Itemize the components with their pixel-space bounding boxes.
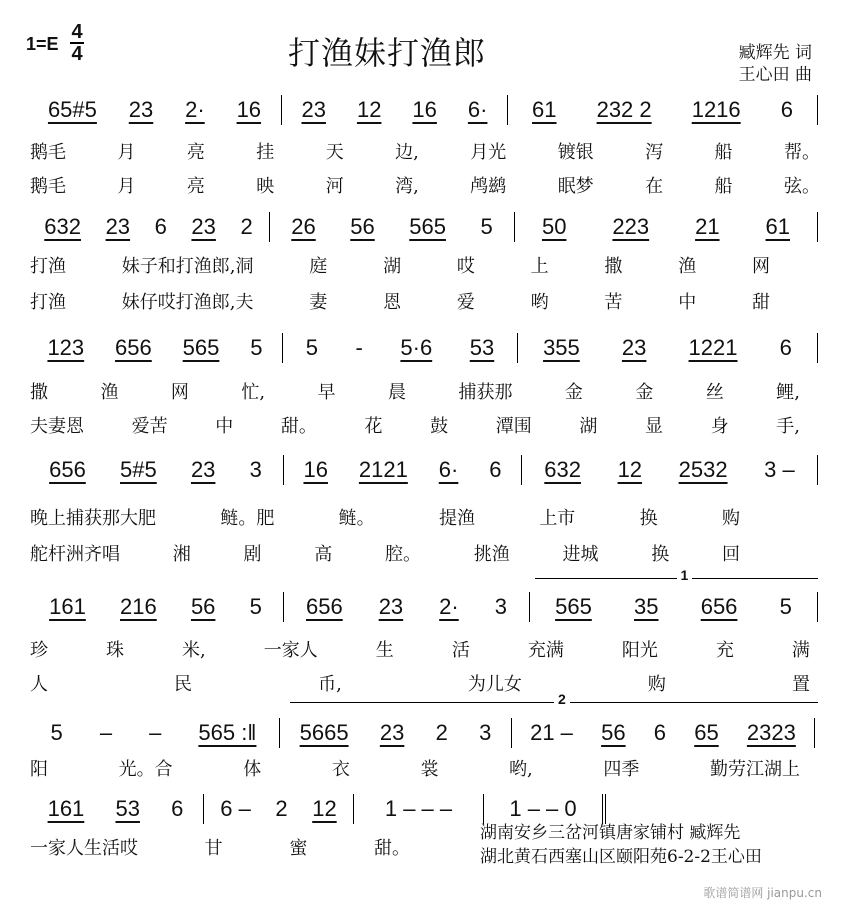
note-group: 23 <box>301 97 326 122</box>
note-group: 16 <box>412 97 437 122</box>
lyric-word: 体 <box>243 759 262 780</box>
lyric-word: 生 <box>375 640 394 661</box>
lyric-word: 亮 <box>186 142 205 163</box>
lyrics-row <box>30 504 740 530</box>
time-signature <box>70 22 84 64</box>
note-group: 161 <box>47 796 85 821</box>
lyrics-row <box>30 636 810 662</box>
lyric-word: 购 <box>721 508 740 529</box>
lyric-word: 甘 <box>204 838 223 859</box>
note-group: - <box>355 335 363 360</box>
note-group: 5 <box>305 335 319 360</box>
measure <box>522 455 818 485</box>
lyric-word: 舵杆洲齐唱 <box>30 544 120 565</box>
lyric-word: 四季 <box>603 759 640 780</box>
lyrics-row <box>30 252 770 278</box>
note-group: 53 <box>469 335 495 360</box>
lyric-word: 网 <box>751 256 770 277</box>
lyric-word: 阳光 <box>621 640 658 661</box>
lyric-word: 鸬鹚 <box>470 176 507 197</box>
lyric-word: 湘 <box>172 544 191 565</box>
lyric-word: 鲤, <box>776 382 800 403</box>
lyric-word: 哎 <box>456 256 475 277</box>
staff-line <box>28 95 818 125</box>
lyric-word: 衣 <box>331 759 350 780</box>
note-group: 6 <box>779 335 792 360</box>
note-group: 16 <box>303 457 328 482</box>
lyric-word: 船 <box>714 142 733 163</box>
measure <box>28 455 284 485</box>
lyrics-row <box>30 834 410 860</box>
note-group: 56 <box>350 214 375 239</box>
lyric-word: 眠梦 <box>557 176 594 197</box>
lyric-word: 鲢。肥 <box>220 508 275 529</box>
lyric-word: 在 <box>645 176 664 197</box>
lyric-word: 晨 <box>388 382 406 403</box>
lyric-word: 边, <box>395 142 419 163</box>
lyric-word: 民 <box>174 674 193 695</box>
note-group: 56 <box>601 720 626 745</box>
lyric-word: 购 <box>647 674 666 695</box>
lyric-word: 手, <box>776 416 800 437</box>
note-group: 3 <box>494 594 507 619</box>
staff-line <box>28 718 815 748</box>
note-group: 2· <box>439 594 459 619</box>
note-group: 1216 <box>691 97 741 122</box>
lyric-word: 上市 <box>539 508 576 529</box>
note-group: 53 <box>115 796 140 821</box>
lyric-word: 光。合 <box>118 759 173 780</box>
note-group: 1221 <box>688 335 738 360</box>
lyric-word: 充满 <box>527 640 564 661</box>
measure <box>284 592 530 622</box>
note-group: 5 <box>249 594 262 619</box>
lyric-word: 爱 <box>456 292 475 313</box>
lyric-word: 潭围 <box>495 416 532 437</box>
note-group: 223 <box>612 214 650 239</box>
lyric-word: 上 <box>530 256 549 277</box>
lyric-word: 庭 <box>309 256 328 277</box>
footer-address-2: 湖北黄石西塞山区颐阳苑6-2-2王心田 <box>480 847 762 867</box>
lyric-word: 泻 <box>645 142 664 163</box>
measure <box>28 212 270 242</box>
note-group: 50 <box>541 214 567 239</box>
lyric-word: 甜。 <box>373 838 410 859</box>
lyric-word: 月 <box>117 142 136 163</box>
note-group: 2121 <box>358 457 408 482</box>
staff-line <box>28 455 818 485</box>
note-group: 6· <box>467 97 488 122</box>
note-group: 6 <box>653 720 667 745</box>
lyric-word: 湾, <box>395 176 419 197</box>
lyric-word: 人 <box>30 674 48 695</box>
volta-number: 2 <box>554 691 570 707</box>
measure <box>270 212 515 242</box>
lyric-word: 换 <box>651 544 670 565</box>
lyric-word: 剧 <box>243 544 262 565</box>
lyric-word: 恩 <box>383 292 402 313</box>
lyric-word: 哟 <box>530 292 549 313</box>
note-group: 6 <box>154 214 167 239</box>
note-group: 3 <box>479 720 492 745</box>
song-title: 打渔妹打渔郎 <box>288 34 487 72</box>
lyric-word: 月 <box>117 176 136 197</box>
lyric-word: 妻 <box>309 292 328 313</box>
composer-credit: 王心田 曲 <box>738 65 812 85</box>
lyric-word: 映 <box>256 176 275 197</box>
note-group: 2 <box>435 720 448 745</box>
note-group: 3 <box>249 457 262 482</box>
lyrics-row <box>30 378 800 404</box>
lyric-word: 金 <box>635 382 654 403</box>
lyric-word: 活 <box>451 640 470 661</box>
volta-bracket <box>535 567 818 583</box>
lyric-word: 晚上捕获那大肥 <box>30 508 156 529</box>
note-group: 12 <box>617 457 643 482</box>
measure <box>280 718 512 748</box>
measure <box>518 333 818 363</box>
time-bottom: 4 <box>71 43 83 65</box>
lyric-word: 撒 <box>30 382 48 403</box>
lyric-word: 中 <box>678 292 697 313</box>
lyric-word: 币, <box>318 674 342 695</box>
lyric-word: 花 <box>364 416 383 437</box>
measure <box>512 718 815 748</box>
lyric-word: 蜜 <box>289 838 308 859</box>
note-group: 5 <box>779 594 792 619</box>
lyric-word: 甜 <box>751 292 770 313</box>
note-group: 23 <box>378 594 404 619</box>
note-group: – <box>149 720 162 745</box>
lyrics-row <box>30 755 800 781</box>
measure <box>28 794 204 824</box>
note-group: 2323 <box>746 720 796 745</box>
lyric-word: 打渔 <box>30 292 66 313</box>
note-group: 61 <box>765 214 790 239</box>
lyric-word: 挑渔 <box>473 544 510 565</box>
lyric-word: 弦。 <box>783 176 820 197</box>
lyric-word: 帮。 <box>783 142 820 163</box>
note-group: 35 <box>634 594 659 619</box>
lyrics-row <box>30 138 820 164</box>
staff-line <box>28 592 818 622</box>
volta-bracket <box>290 691 818 707</box>
note-group: 5#5 <box>120 457 157 482</box>
note-group: 656 <box>700 594 738 619</box>
note-group: 21 – <box>530 720 573 745</box>
note-group: 23 <box>105 214 131 239</box>
note-group: 23 <box>190 457 216 482</box>
lyric-word: 网 <box>170 382 189 403</box>
note-group: 216 <box>120 594 157 619</box>
note-group: 23 <box>191 214 216 239</box>
note-group: 5 <box>480 214 493 239</box>
lyric-word: 爱苦 <box>131 416 168 437</box>
note-group: 656 <box>305 594 343 619</box>
note-group: 656 <box>115 335 152 360</box>
key-signature: 1=E <box>26 34 59 54</box>
lyricist-credit: 臧辉先 词 <box>738 43 812 63</box>
measure <box>530 592 818 622</box>
lyric-word: 河 <box>325 176 344 197</box>
lyric-word: 回 <box>722 544 740 565</box>
note-group: 6 <box>171 796 184 821</box>
note-group: 632 <box>544 457 581 482</box>
measure <box>28 592 284 622</box>
lyrics-row <box>30 288 770 314</box>
note-group: 123 <box>47 335 85 360</box>
lyric-word: 月光 <box>470 142 507 163</box>
note-group: 65#5 <box>47 97 97 122</box>
lyric-word: 鲢。 <box>338 508 375 529</box>
lyric-word: 妹仔哎打渔郎,夫 <box>121 292 254 313</box>
lyric-word: 亮 <box>186 176 205 197</box>
lyric-word: 打渔 <box>30 256 66 277</box>
note-group: 3 – <box>764 457 795 482</box>
note-group: 565 <box>555 594 592 619</box>
lyric-word: 显 <box>645 416 663 437</box>
note-group: 61 <box>532 97 557 122</box>
lyric-word: 鹅毛 <box>30 142 66 163</box>
lyric-word: 珠 <box>106 640 125 661</box>
lyric-word: 渔 <box>100 382 119 403</box>
note-group: 56 <box>190 594 216 619</box>
lyric-word: 裳 <box>420 759 439 780</box>
lyric-word: 高 <box>314 544 333 565</box>
lyric-word: 甜。 <box>280 416 317 437</box>
lyric-word: 提渔 <box>438 508 475 529</box>
note-group: 12 <box>312 796 337 821</box>
lyric-word: 妹子和打渔郎,洞 <box>121 256 254 277</box>
lyric-word: 腔。 <box>385 544 421 565</box>
lyric-word: 置 <box>791 674 810 695</box>
lyric-word: 捕获那 <box>458 382 513 403</box>
note-group: 5 <box>250 335 263 360</box>
note-group: 565 <box>409 214 446 239</box>
lyric-word: 一家人 <box>263 640 318 661</box>
note-group: 16 <box>236 97 262 122</box>
note-group: 21 <box>695 214 720 239</box>
note-group: 2 <box>275 796 288 821</box>
lyric-word: 夫妻恩 <box>30 416 84 437</box>
lyric-word: 忙, <box>241 382 266 403</box>
note-group: 232 2 <box>596 97 652 122</box>
note-group: 565 <box>182 335 220 360</box>
lyric-word: 船 <box>714 176 733 197</box>
lyric-word: 身 <box>710 416 729 437</box>
lyric-word: 哟, <box>509 759 533 780</box>
lyric-word: 天 <box>325 142 344 163</box>
note-group: 656 <box>49 457 86 482</box>
lyric-word: 米, <box>182 640 206 661</box>
measure <box>515 212 818 242</box>
note-group: 1 – – 0 <box>509 796 577 821</box>
lyric-word: 鹅毛 <box>30 176 66 197</box>
note-group: 2 <box>240 214 253 239</box>
lyric-word: 充 <box>715 640 734 661</box>
lyric-word: 湖 <box>383 256 402 277</box>
lyrics-row <box>30 540 740 566</box>
note-group: 6 <box>489 457 502 482</box>
note-group: 6· <box>438 457 459 482</box>
lyric-word: 阳 <box>30 759 48 780</box>
note-group: 1 – – – <box>384 796 453 821</box>
lyric-word: 勤劳江湖上 <box>710 759 800 780</box>
footer-address-1: 湖南安乡三岔河镇唐家铺村 臧辉先 <box>480 823 741 843</box>
watermark: 歌谱简谱网 jianpu.cn <box>703 886 822 900</box>
lyric-word: 为儿女 <box>467 674 522 695</box>
time-top: 4 <box>71 21 83 43</box>
measure <box>28 333 283 363</box>
measure <box>282 95 508 125</box>
note-group: 5 <box>50 720 63 745</box>
lyrics-row <box>30 412 800 438</box>
lyric-word: 渔 <box>678 256 697 277</box>
note-group: 2· <box>185 97 205 122</box>
note-group: 65 <box>694 720 719 745</box>
staff-line <box>28 212 818 242</box>
measure <box>284 455 522 485</box>
note-group: 2532 <box>678 457 728 482</box>
lyric-word: 湖 <box>579 416 598 437</box>
note-group: 23 <box>128 97 154 122</box>
note-group: 161 <box>49 594 86 619</box>
lyric-word: 镀银 <box>557 142 594 163</box>
note-group: 12 <box>356 97 382 122</box>
note-group: 6 – <box>220 796 251 821</box>
note-group: 565 :‖ <box>198 720 257 745</box>
lyric-word: 挂 <box>256 142 275 163</box>
measure <box>354 794 484 824</box>
measure <box>28 95 282 125</box>
note-group: 355 <box>543 335 580 360</box>
lyric-word: 满 <box>791 640 810 661</box>
lyric-word: 苦 <box>604 292 623 313</box>
lyric-word: 中 <box>215 416 234 437</box>
lyric-word: 鼓 <box>430 416 449 437</box>
measure <box>508 95 818 125</box>
note-group: 6 <box>780 97 793 122</box>
note-group: 632 <box>44 214 81 239</box>
staff-line <box>28 333 818 363</box>
lyric-word: 早 <box>317 382 336 403</box>
lyric-word: 珍 <box>30 640 48 661</box>
note-group: 23 <box>621 335 647 360</box>
note-group: 5665 <box>299 720 349 745</box>
measure <box>283 333 518 363</box>
lyric-word: 撒 <box>604 256 623 277</box>
lyric-word: 进城 <box>562 544 599 565</box>
lyric-word: 丝 <box>705 382 724 403</box>
note-group: 23 <box>379 720 405 745</box>
lyrics-row <box>30 670 810 696</box>
lyric-word: 一家人生活哎 <box>30 838 138 859</box>
measure <box>28 718 280 748</box>
measure <box>204 794 354 824</box>
note-group: 26 <box>291 214 316 239</box>
note-group: – <box>99 720 113 745</box>
note-group: 5·6 <box>400 335 433 360</box>
lyric-word: 金 <box>564 382 583 403</box>
volta-number: 1 <box>677 567 693 583</box>
lyric-word: 换 <box>639 508 658 529</box>
lyrics-row <box>30 172 820 198</box>
